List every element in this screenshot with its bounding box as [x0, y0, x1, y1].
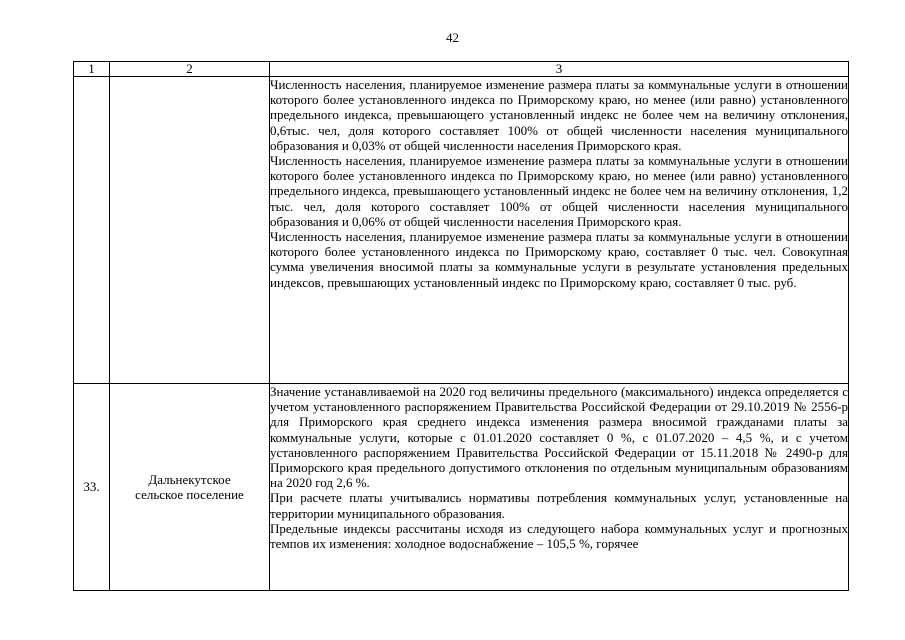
- municipality-name: [110, 77, 270, 384]
- header-col-3: 3: [270, 62, 849, 77]
- document-table: [73, 61, 849, 591]
- description-paragraph: Численность населения, планируемое изменение размера платы за коммунальные услуги в отношении которого более установленного индекса по Приморскому краю, но менее (или равно) установленного предельного индекса, превышающего установленный индекс не более чем на величину отклонения, 1,2 тыс. чел, доля которого составляет 100% от общей численности населения муниципального образования и 0,06% от общей численности населения Приморского края.: [270, 153, 848, 229]
- header-col-1: 1: [74, 62, 110, 77]
- description-paragraph: Значение устанавливаемой на 2020 год величины предельного (максимального) индекса определяется с учетом установленного распоряжением Правительства Российской Федерации от 29.10.2019 № 2556-р для Приморского края среднего индекса изменения размера вносимой гражданами платы за коммунальные услуги, которые с 01.01.2020 составляет 0 %, с 01.07.2020 – 4,5 %, и с учетом установленного распоряжением Правительства Российской Федерации от 15.11.2018 № 2490-р для Приморского края предельного допустимого отклонения по отдельным муниципальным образованиям на 2020 год 2,6 %.: [270, 384, 848, 491]
- row-number: 33.: [74, 384, 110, 591]
- table-header-row: [74, 62, 849, 77]
- table-row: [74, 384, 849, 591]
- table-row: [74, 77, 849, 384]
- municipality-name-line-2: сельское поселение: [135, 487, 244, 502]
- header-col-2: 2: [110, 62, 270, 77]
- description-paragraph: Численность населения, планируемое изменение размера платы за коммунальные услуги в отношении которого более установленного индекса по Приморскому краю, составляет 0 тыс. чел. Совокупная сумма увеличения вносимой платы за коммунальные услуги в результате установления предельных индексов, превышающих установленный индекс по Приморскому краю, составляет 0 тыс. руб.: [270, 229, 848, 290]
- row-number: [74, 77, 110, 384]
- description-paragraph: Численность населения, планируемое изменение размера платы за коммунальные услуги в отношении которого более установленного индекса по Приморскому краю, но менее (или равно) установленного предельного индекса, превышающего установленный индекс не более чем на величину отклонения, 0,6тыс. чел, доля которого составляет 100% от общей численности населения муниципального образования и 0,03% от общей численности населения Приморского края.: [270, 77, 848, 153]
- description-paragraph: При расчете платы учитывались нормативы потребления коммунальных услуг, установленные на территории муниципального образования.: [270, 490, 848, 521]
- page-number: 42: [446, 30, 459, 45]
- description-cell: [270, 384, 849, 591]
- description-cell: [270, 77, 849, 384]
- municipality-name-line-1: Дальнекутское: [148, 471, 231, 487]
- description-paragraph: Предельные индексы рассчитаны исходя из следующего набора коммунальных услуг и прогнозных темпов их изменения: холодное водоснабжение – 105,5 %, горячее: [270, 520, 848, 552]
- municipality-name: [110, 384, 270, 591]
